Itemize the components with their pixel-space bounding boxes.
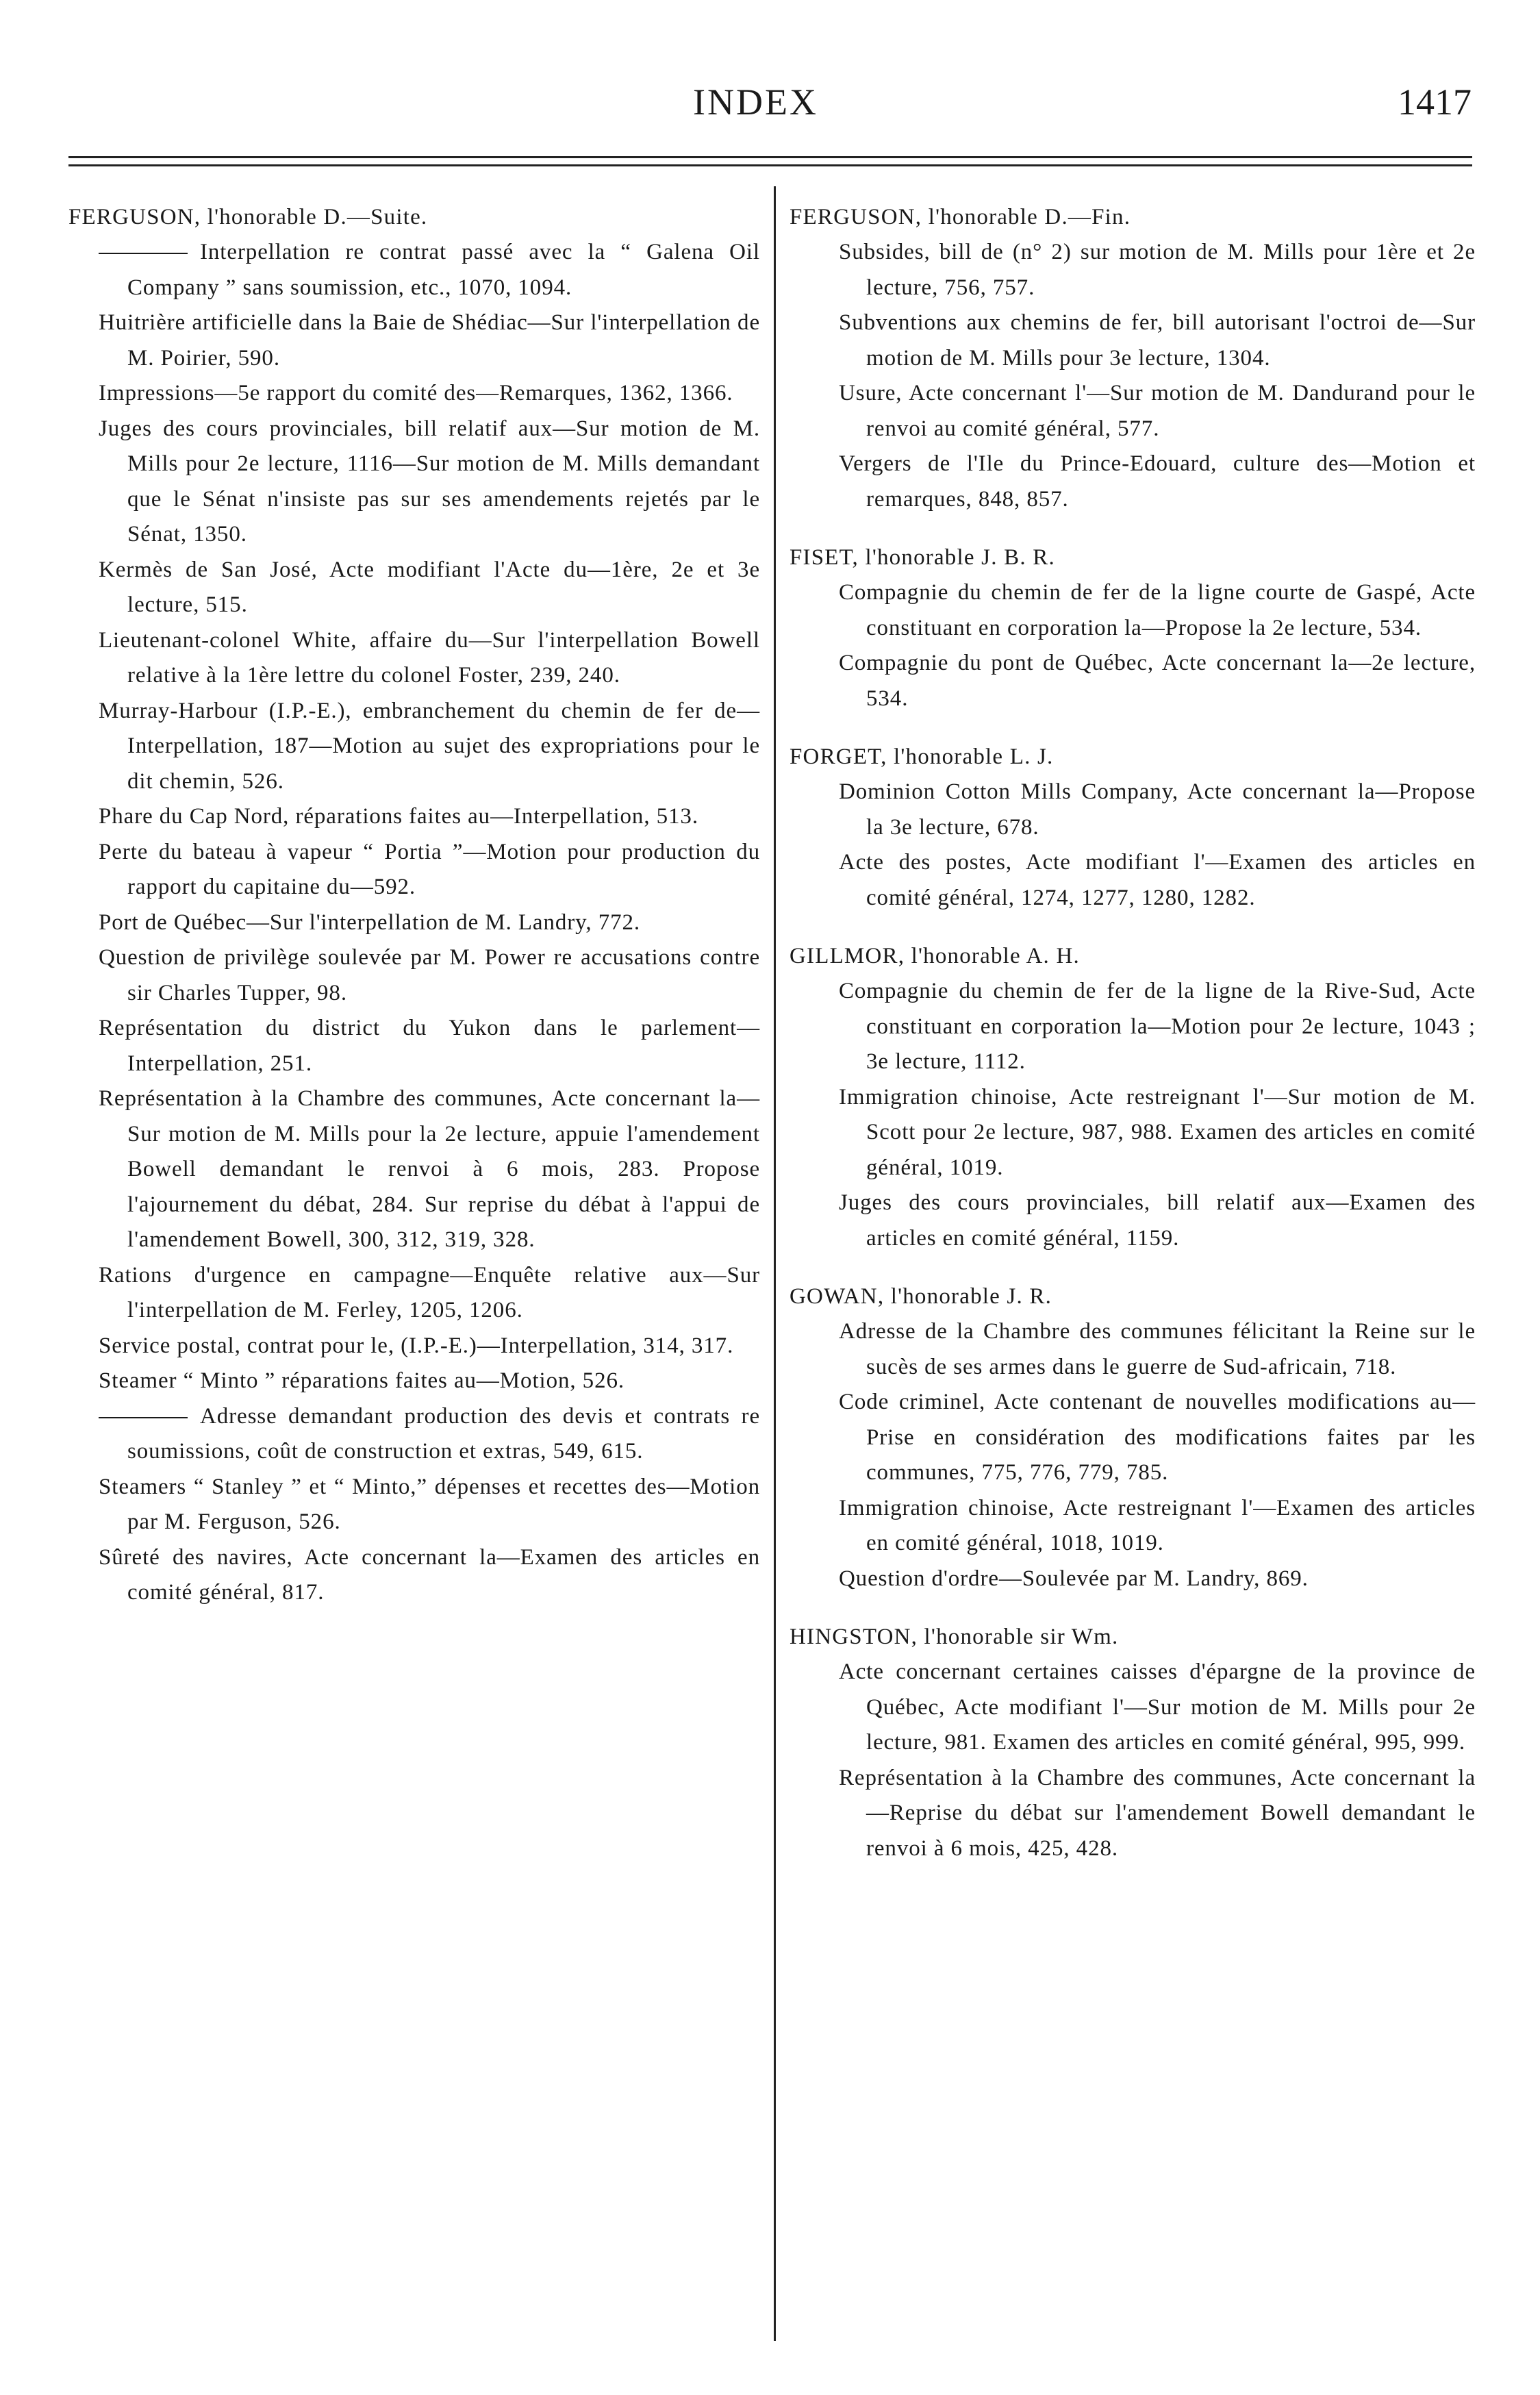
index-subitem: [68, 1470, 760, 1540]
index-subitem: [68, 905, 760, 941]
index-subitem: Compagnie du chemin de fer de la ligne courte de Gaspé, Acte constituant en corporation la—Propose la 2e lecture, 534.: [839, 580, 1476, 640]
page-title: INDEX: [693, 81, 818, 123]
index-subitem: [68, 940, 760, 1011]
index-subitem: [68, 694, 760, 800]
index-subitem: Immigration chinoise, Acte restreignant l'—Examen des articles en comité général, 1018, 1019.: [839, 1495, 1476, 1555]
index-entry: [68, 200, 760, 1611]
index-subitem: [68, 1540, 760, 1611]
index-entry: [784, 740, 1476, 916]
subitem-text: Question de privilège soulevée par M. Power re accusations contre sir Charles Tupper, 98.: [99, 945, 760, 1005]
continuation-dash: [99, 1417, 188, 1418]
subitem-text: Adresse demandant production des devis et contrats re soumissions, coût de construction et extras, 549, 615.: [127, 1403, 760, 1464]
index-subitem: Juges des cours provinciales, bill relatif aux—Examen des articles en comité général, 1159.: [839, 1190, 1476, 1251]
index-subitem: Compagnie du chemin de fer de la ligne de la Rive-Sud, Acte constituant en corporation la—Motion pour 2e lecture, 1043 ; 3e lecture, 1112.: [839, 979, 1476, 1074]
index-subitem: Vergers de l'Ile du Prince-Edouard, culture des—Motion et remarques, 848, 857.: [839, 451, 1476, 512]
index-subitem: Adresse de la Chambre des communes félicitant la Reine sur le sucès de ses armes dans le guerre de Sud-africain, 718.: [839, 1319, 1476, 1379]
subitem-text: Kermès de San José, Acte modifiant l'Acte du—1ère, 2e et 3e lecture, 515.: [99, 557, 760, 617]
index-subitem: Immigration chinoise, Acte restreignant l'—Sur motion de M. Scott pour 2e lecture, 987, 988. Examen des articles en comité général, 1019.: [839, 1084, 1476, 1180]
right-column: [784, 200, 1476, 1890]
entry-person-heading: FORGET, l'honorable L. J.: [790, 744, 1054, 769]
index-subitem: [68, 376, 760, 412]
continuation-dash: [99, 253, 188, 254]
subitem-text: Steamer “ Minto ” réparations faites au—Motion, 526.: [99, 1368, 625, 1393]
page-number: 1417: [1398, 81, 1472, 123]
subitem-text: Juges des cours provinciales, bill relatif aux—Sur motion de M. Mills pour 2e lecture, 1116—Sur motion de M. Mills demandant que le Sénat n'insiste pas sur ses amendements rejetés par le Sénat, 1350.: [99, 416, 760, 547]
subitem-text: Interpellation re contrat passé avec la “ Galena Oil Company ” sans soumission, etc., 1070, 1094.: [127, 240, 760, 300]
index-subitem: Représentation à la Chambre des communes, Acte concernant la—Reprise du débat sur l'amendement Bowell demandant le renvoi à 6 mois, 425, 428.: [839, 1765, 1476, 1861]
index-subitem: Subventions aux chemins de fer, bill autorisant l'octroi de—Sur motion de M. Mills pour 3e lecture, 1304.: [839, 310, 1476, 371]
index-entry: [784, 200, 1476, 517]
entry-person-heading: FISET, l'honorable J. B. R.: [790, 545, 1055, 570]
entry-person-heading: FERGUSON, l'honorable D.—Fin.: [790, 205, 1131, 229]
index-subitem: Acte concernant certaines caisses d'épargne de la province de Québec, Acte modifiant l'—Sur motion de M. Mills pour 2e lecture, 981. Examen des articles en comité général, 995, 999.: [839, 1659, 1476, 1755]
entry-person-heading: GILLMOR, l'honorable A. H.: [790, 944, 1080, 968]
subitem-text: Rations d'urgence en campagne—Enquête relative aux—Sur l'interpellation de M. Ferley, 1205, 1206.: [99, 1262, 760, 1322]
index-subitem: Usure, Acte concernant l'—Sur motion de M. Dandurand pour le renvoi au comité général, 577.: [839, 381, 1476, 441]
subitem-text: Service postal, contrat pour le, (I.P.-E.)—Interpellation, 314, 317.: [99, 1333, 734, 1358]
index-subitem: Acte des postes, Acte modifiant l'—Examen des articles en comité général, 1274, 1277, 1280, 1282.: [839, 850, 1476, 910]
subitem-text: Représentation du district du Yukon dans le parlement—Interpellation, 251.: [99, 1016, 760, 1076]
index-subitem: Code criminel, Acte contenant de nouvelles modifications au—Prise en considération des modifications faites par les communes, 775, 776, 779, 785.: [839, 1390, 1476, 1485]
index-subitem: Question d'ordre—Soulevée par M. Landry, 869.: [839, 1566, 1309, 1591]
entry-person-heading: FERGUSON, l'honorable D.—Suite.: [68, 205, 428, 229]
column-divider: [774, 186, 776, 2341]
index-subitem: [68, 1399, 760, 1470]
index-subitem: [68, 835, 760, 905]
index-subitem: [68, 623, 760, 694]
subitem-text: Sûreté des navires, Acte concernant la—Examen des articles en comité général, 817.: [99, 1544, 760, 1605]
index-subitem: [68, 235, 760, 305]
index-subitem: [68, 799, 760, 835]
subitem-text: Port de Québec—Sur l'interpellation de M. Landry, 772.: [99, 910, 641, 935]
subitem-text: Lieutenant-colonel White, affaire du—Sur l'interpellation Bowell relative à la 1ère lettre du colonel Foster, 239, 240.: [99, 627, 760, 688]
index-subitem: [68, 1258, 760, 1329]
index-entry: [784, 1620, 1476, 1866]
index-subitem: [68, 1364, 760, 1399]
index-subitem: [68, 553, 760, 623]
page-header: [0, 81, 1540, 136]
header-rule-bottom: [68, 164, 1472, 166]
subitem-text: Représentation à la Chambre des communes, Acte concernant la—Sur motion de M. Mills pour la 2e lecture, appuie l'amendement Bowell demandant le renvoi à 6 mois, 283. Propose l'ajournement du débat, 284. Sur reprise du débat à l'appui de l'amendement Bowell, 300, 312, 319, 328.: [99, 1086, 760, 1252]
entry-person-heading: GOWAN, l'honorable J. R.: [790, 1284, 1052, 1309]
entry-item-list: [68, 235, 760, 1611]
entry-person-heading: HINGSTON, l'honorable sir Wm.: [790, 1625, 1119, 1649]
index-subitem: Compagnie du pont de Québec, Acte concernant la—2e lecture, 534.: [839, 651, 1476, 711]
header-rule-top: [68, 156, 1472, 158]
index-entry: [784, 1279, 1476, 1596]
index-entry: [784, 540, 1476, 716]
subitem-text: Steamers “ Stanley ” et “ Minto,” dépenses et recettes des—Motion par M. Ferguson, 526.: [99, 1474, 760, 1534]
left-column: [68, 200, 760, 1634]
subitem-text: Impressions—5e rapport du comité des—Remarques, 1362, 1366.: [99, 381, 733, 405]
subitem-text: Phare du Cap Nord, réparations faites au—Interpellation, 513.: [99, 804, 698, 829]
subitem-text: Huitrière artificielle dans la Baie de Shédiac—Sur l'interpellation de M. Poirier, 590.: [99, 310, 760, 371]
index-subitem: [68, 1011, 760, 1081]
index-subitem: [68, 305, 760, 376]
index-entry: [784, 939, 1476, 1256]
index-subitem: [68, 1081, 760, 1258]
index-subitem: [68, 412, 760, 553]
index-subitem: [68, 1329, 760, 1364]
index-subitem: Dominion Cotton Mills Company, Acte concernant la—Propose la 3e lecture, 678.: [839, 779, 1476, 840]
index-subitem: Subsides, bill de (n° 2) sur motion de M. Mills pour 1ère et 2e lecture, 756, 757.: [839, 240, 1476, 300]
subitem-text: Perte du bateau à vapeur “ Portia ”—Motion pour production du rapport du capitaine du—592.: [99, 839, 760, 899]
subitem-text: Murray-Harbour (I.P.-E.), embranchement du chemin de fer de—Interpellation, 187—Motion au sujet des expropriations pour le dit chemin, 526.: [99, 698, 760, 794]
